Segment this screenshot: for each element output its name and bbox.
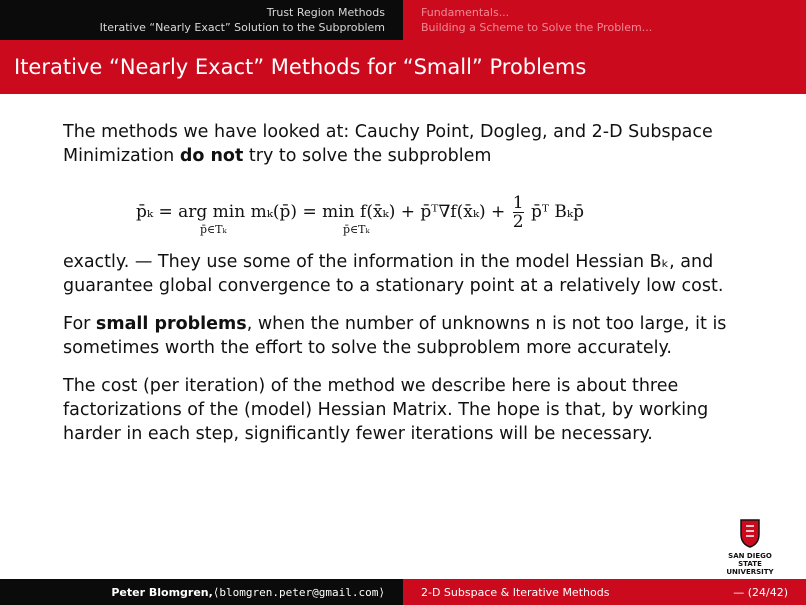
p3-text: For [63,314,96,334]
paragraph-exactly: exactly. — They use some of the information in the model Hessian Bₖ, and guarantee global convergence to a stationary point at a relatively low cost. [63,252,724,296]
min-subscript: p̄∈Tₖ [343,223,370,236]
equation-main: p̄ₖ = arg min mₖ(p̄) = min f(x̄ₖ) + p̄ᵀ∇f(x̄ₖ) + [136,202,506,222]
top-navigation-bar [0,0,806,40]
paragraph-small-problems [63,312,753,360]
slide-title: Iterative “Nearly Exact” Methods for “Small” Problems [14,55,587,79]
p3-text-end: , when the number of unknowns n is not too large, it is sometimes worth the effort to solve the subproblem more accurately. [63,314,727,358]
section-nav-left [0,0,403,40]
nav-section-title[interactable]: Trust Region Methods [266,6,385,19]
paragraph-cost: The cost (per iteration) of the method we describe here is about three factorizations of the (model) Hessian Matrix. The hope is that, by working harder in each step, significantly fewer iterations will be necessary. [63,376,709,444]
shield-icon [739,518,761,548]
footer-author: Peter Blomgren, [111,585,213,599]
logo-line2: UNIVERSITY [726,568,774,576]
footer-section[interactable]: 2-D Subspace & Iterative Methods [421,585,610,599]
slide-body [63,120,753,446]
university-logo [722,518,778,576]
p3-bold: small problems [95,314,247,334]
footer-bar [0,579,806,605]
equation-tail: p̄ᵀ Bₖp̄ [530,202,584,222]
footer-email: ⟨blomgren.peter@gmail.com⟩ [212,585,385,599]
argmin-subscript: p̄∈Tₖ [200,223,227,236]
footer-page-number: — (24/42) [733,585,788,599]
section-nav-right [403,0,806,40]
nav-next-subsection[interactable]: Building a Scheme to Solve the Problem... [421,21,653,34]
footer-left [0,579,403,605]
fraction-numerator: 1 [512,193,524,213]
p1-bold: do not [179,146,244,166]
one-half-fraction [513,194,524,231]
fraction-denominator: 2 [512,212,524,232]
paragraph-methods [63,120,753,172]
nav-next-section[interactable]: Fundamentals... [421,6,510,19]
p1-text: The methods we have looked at: Cauchy Point, Dogleg, and 2-D Subspace Minimization [63,122,713,166]
slide-title-bar [0,40,806,94]
subproblem-equation [63,172,753,250]
p1-text-end: try to solve the subproblem [243,146,492,166]
footer-right [403,579,806,605]
nav-subsection-title[interactable]: Iterative “Nearly Exact” Solution to the Subproblem [99,21,385,34]
logo-line1: SAN DIEGO STATE [728,552,772,568]
